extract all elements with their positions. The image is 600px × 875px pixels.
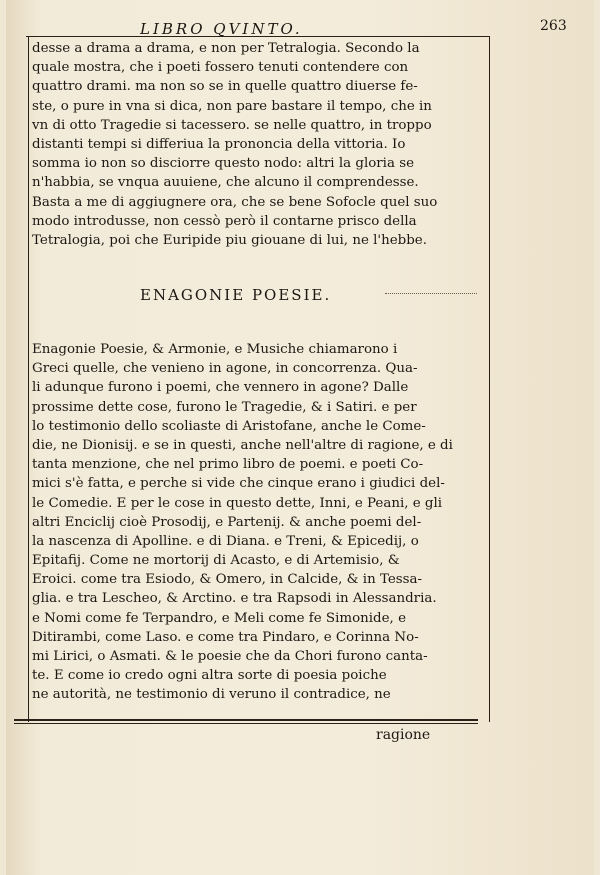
- text-line: Basta a me di aggiugnere ora, che se bene Sofocle quel suo: [32, 194, 438, 210]
- text-block-1: [32, 39, 488, 250]
- text-line: somma io non so disciorre questo nodo: altri la gloria se: [32, 156, 415, 172]
- text-line: n'habbia, se vnqua auuiene, che alcuno il comprendesse.: [32, 175, 419, 191]
- text-line: glia. e tra Lescheo, & Arctino. e tra Rapsodi in Alessandria.: [32, 591, 437, 607]
- text-line: distanti tempi si differiua la prononcia della vittoria. Io: [32, 136, 406, 152]
- text-line: Tetralogia, poi che Euripide piu giouane di lui, ne l'hebbe.: [32, 232, 427, 248]
- running-title: LIBRO QVINTO.: [140, 20, 303, 38]
- text-line: quale mostra, che i poeti fossero tenuti contendere con: [32, 60, 409, 76]
- text-line: modo introdusse, non cessò però il contarne prisco della: [32, 213, 417, 229]
- text-line: ste, o pure in vna si dica, non pare bastare il tempo, che in: [32, 98, 432, 114]
- text-line: vn di otto Tragedie si tacessero. se nelle quattro, in troppo: [32, 117, 432, 133]
- frame-bottom-rule: [14, 719, 478, 721]
- text-line: le Comedie. E per le cose in questo dette, Inni, e Peani, e gli: [32, 495, 443, 511]
- text-line: Eroici. come tra Esiodo, & Omero, in Calcide, & in Tessa-: [32, 572, 423, 588]
- text-line: Ditirambi, come Laso. e come tra Pindaro, e Corinna No-: [32, 629, 419, 645]
- text-line: te. E come io credo ogni altra sorte di poesia poiche: [32, 668, 387, 684]
- text-line: li adunque furono i poemi, che vennero in agone? Dalle: [32, 380, 409, 396]
- text-line: ne autorità, ne testimonio di veruno il contradice, ne: [32, 687, 391, 703]
- catchword: ragione: [376, 727, 431, 743]
- text-line: prossime dette cose, furono le Tragedie, & i Satiri. e per: [32, 399, 417, 415]
- section-title: ENAGONIE POESIE.: [140, 286, 332, 304]
- title-dotted-rule: [385, 293, 477, 294]
- text-line: Epitafij. Come ne mortorij di Acasto, e di Artemisio, &: [32, 553, 400, 569]
- text-line: altri Enciclij cioè Prosodij, e Partenij. & anche poemi del-: [32, 514, 422, 530]
- text-line: desse a drama a drama, e non per Tetralogia. Secondo la: [32, 41, 420, 56]
- frame-bottom-rule-thin: [14, 723, 478, 724]
- text-line: Greci quelle, che venieno in agone, in concorrenza. Qua-: [32, 361, 418, 377]
- text-line: e Nomi come fe Terpandro, e Meli come fe Simonide, e: [32, 610, 406, 626]
- text-line: tanta menzione, che nel primo libro de poemi. e poeti Co-: [32, 457, 424, 473]
- text-line: Enagonie Poesie, & Armonie, e Musiche chiamarono i: [32, 342, 398, 357]
- text-line: die, ne Dionisij. e se in questi, anche nell'altre di ragione, e di: [32, 437, 453, 453]
- text-block-2: [32, 340, 488, 705]
- text-line: mi Lirici, o Asmati. & le poesie che da Chori furono canta-: [32, 649, 428, 664]
- text-line: mici s'è fatta, e perche si vide che cinque erano i giudici del-: [32, 476, 445, 492]
- text-line: la nascenza di Apolline. e di Diana. e Treni, & Epicedij, o: [32, 533, 419, 549]
- text-line: quattro drami. ma non so se in quelle quattro diuerse fe-: [32, 79, 418, 95]
- text-line: lo testimonio dello scoliaste di Aristofane, anche le Come-: [32, 418, 426, 434]
- page-number: 263: [540, 18, 567, 34]
